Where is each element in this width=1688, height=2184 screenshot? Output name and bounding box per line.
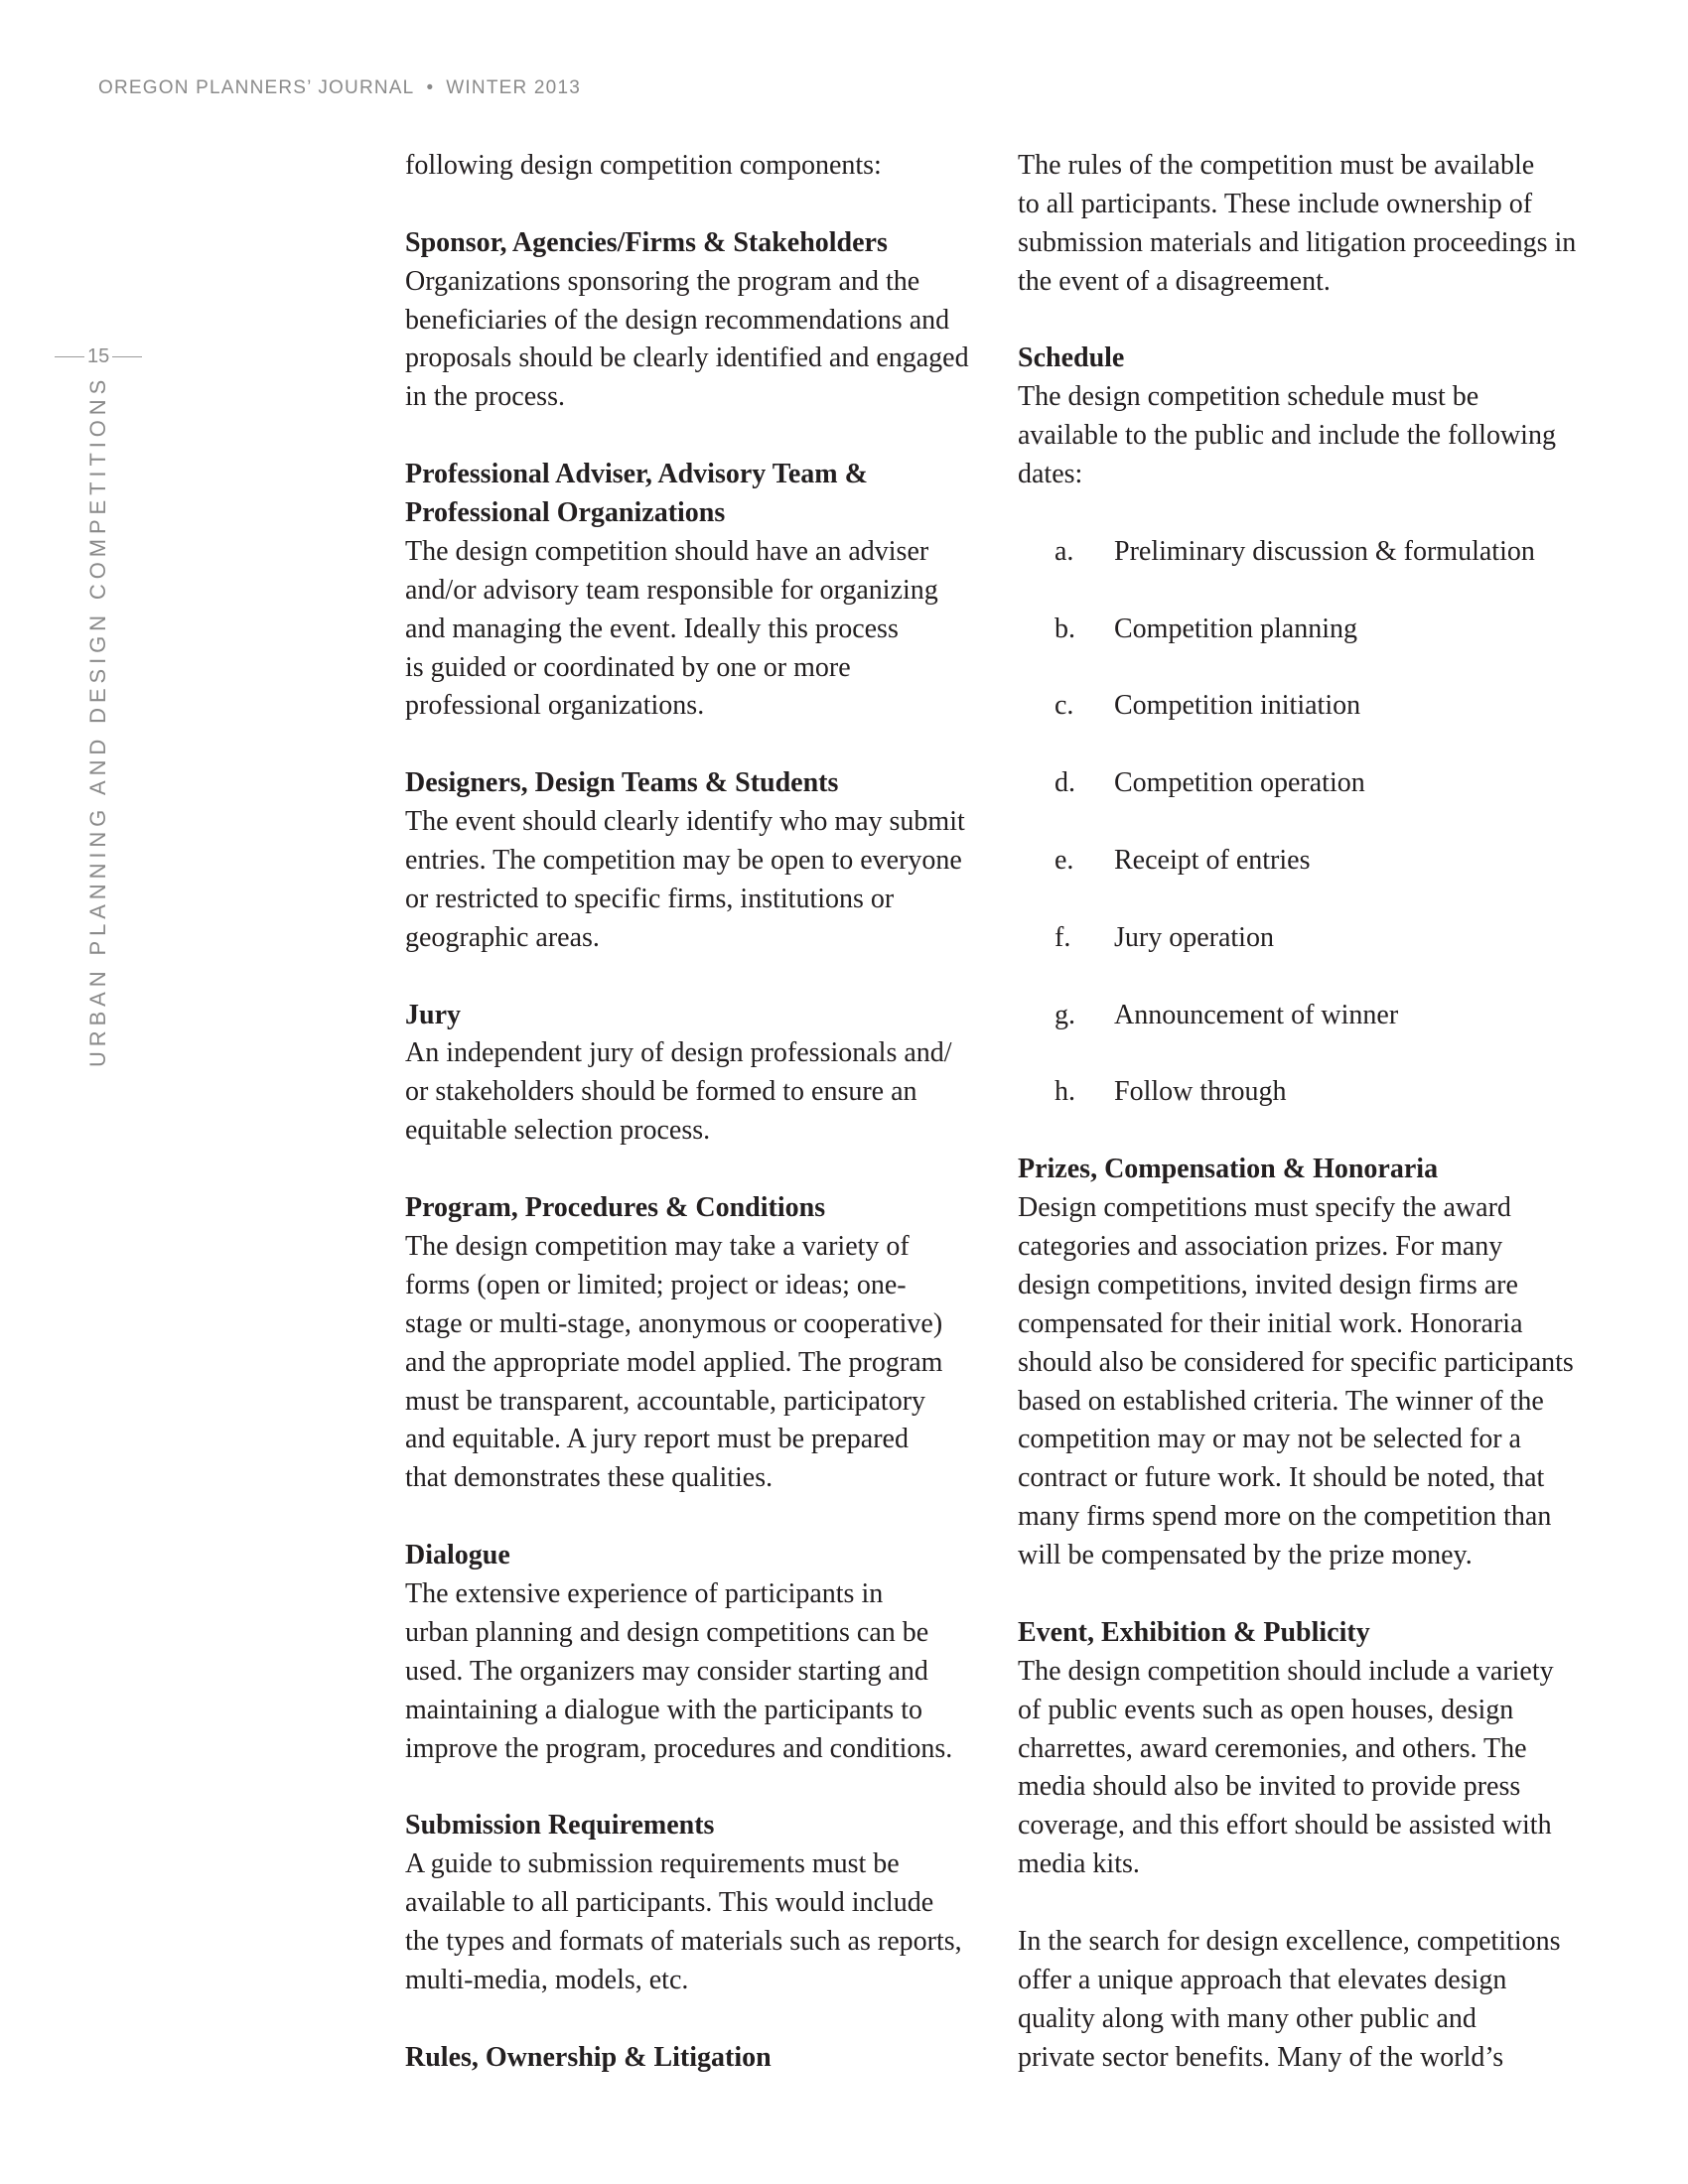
body-line: Design competitions must specify the award [1018,1192,1511,1224]
list-item-text: Competition operation [1114,767,1365,799]
schedule-list-item [1018,842,1614,881]
page-number-value: 15 [87,345,110,367]
body-line: urban planning and design competitions can be [405,1616,929,1648]
section-heading: Jury [405,999,461,1030]
paragraph-gap [405,417,1001,456]
body-line: media should also be invited to provide press [1018,1771,1521,1803]
list-item-text: Competition planning [1114,613,1357,644]
schedule-list-item [1018,764,1614,803]
paragraph-gap [1018,649,1614,688]
paragraph-gap [405,2000,1001,2039]
list-marker: h. [1055,1076,1075,1108]
list-item-text: Announcement of winner [1114,999,1399,1030]
schedule-list-item [1018,1073,1614,1112]
body-line: categories and association prizes. For many [1018,1230,1503,1262]
body-line: and the appropriate model applied. The program [405,1346,943,1378]
body-line: In the search for design excellence, competitions [1018,1925,1561,1957]
paragraph-gap [1018,1112,1614,1151]
body-line: dates: [1018,459,1083,490]
body-line: available to all participants. This would include [405,1887,934,1919]
section-heading: Professional Adviser, Advisory Team & [405,459,868,490]
page-number [55,345,142,368]
paragraph-gap [405,958,1001,997]
list-item-text: Follow through [1114,1076,1287,1108]
body-line: proposals should be clearly identified and engaged [405,342,969,374]
body-line: The design competition schedule must be [1018,381,1479,413]
paragraph-gap [1018,1034,1614,1073]
body-line: competition may or may not be selected for a [1018,1424,1521,1455]
body-line: media kits. [1018,1848,1140,1880]
body-line: in the process. [405,381,565,413]
section-heading: Prizes, Compensation & Honoraria [1018,1154,1439,1185]
body-line: many firms spend more on the competition than [1018,1501,1552,1533]
paragraph-gap [405,1768,1001,1807]
body-line: The design competition may take a variety of [405,1230,910,1262]
body-line: contract or future work. It should be noted, that [1018,1462,1545,1494]
body-line: should also be considered for specific participants [1018,1346,1574,1378]
body-line: must be transparent, accountable, participatory [405,1385,926,1417]
body-line: quality along with many other public and [1018,2002,1477,2034]
body-line: or stakeholders should be formed to ensure an [405,1076,917,1108]
paragraph-gap [405,1498,1001,1537]
body-line: improve the program, procedures and conditions. [405,1732,953,1764]
paragraph-gap [405,726,1001,764]
section-heading: Program, Procedures & Conditions [405,1192,826,1224]
body-line: design competitions, invited design firms are [1018,1269,1518,1300]
schedule-list-item [1018,919,1614,958]
list-marker: d. [1055,767,1075,799]
section-heading: Designers, Design Teams & Students [405,767,839,799]
body-line: used. The organizers may consider starting and [405,1655,928,1687]
paragraph-gap [405,186,1001,224]
body-line: An independent jury of design professionals and/ [405,1037,952,1069]
list-item-text: Preliminary discussion & formulation [1114,535,1535,567]
body-line: and/or advisory team responsible for organizing [405,574,938,606]
body-line: or restricted to specific firms, institutions or [405,883,895,914]
list-marker: e. [1055,845,1074,877]
page-number-rule-left [55,356,84,357]
header-separator: • [426,77,435,98]
body-line: the types and formats of materials such as reports, [405,1925,962,1957]
body-line: based on established criteria. The winner of the [1018,1385,1544,1417]
paragraph-gap [1018,1884,1614,1923]
schedule-list-item [1018,687,1614,726]
body-line: and equitable. A jury report must be prepared [405,1424,909,1455]
body-line: forms (open or limited; project or ideas; one- [405,1269,907,1300]
schedule-list-item [1018,533,1614,572]
body-line: compensated for their initial work. Honoraria [1018,1307,1523,1339]
body-line: the event of a disagreement. [1018,265,1331,297]
body-line: will be compensated by the prize money. [1018,1540,1473,1571]
section-heading: Event, Exhibition & Publicity [1018,1616,1370,1648]
body-line: The rules of the competition must be available [1018,150,1535,181]
body-line: private sector benefits. Many of the world’s [1018,2041,1504,2073]
body-line: and managing the event. Ideally this process [405,613,899,644]
list-item-text: Jury operation [1114,921,1274,953]
schedule-list-item [1018,997,1614,1035]
body-line: The event should clearly identify who may submit [405,806,965,838]
running-head [98,77,581,99]
paragraph-gap [1018,494,1614,533]
body-line: The design competition should include a variety [1018,1655,1554,1687]
list-marker: c. [1055,690,1074,722]
section-heading: Sponsor, Agencies/Firms & Stakeholders [405,226,888,258]
body-line: professional organizations. [405,690,705,722]
body-line: A guide to submission requirements must be [405,1848,900,1880]
paragraph-gap [1018,302,1614,341]
list-marker: b. [1055,613,1075,644]
body-line: geographic areas. [405,921,600,953]
right-text-column [1018,147,1614,2078]
body-line: that demonstrates these qualities. [405,1462,774,1494]
body-line: following design competition components: [405,150,882,181]
body-line: submission materials and litigation proceedings in [1018,226,1577,258]
paragraph-gap [1018,803,1614,842]
list-item-text: Competition initiation [1114,690,1361,722]
section-heading: Rules, Ownership & Litigation [405,2041,772,2073]
body-line: offer a unique approach that elevates design [1018,1964,1507,1995]
body-line: is guided or coordinated by one or more [405,651,851,683]
paragraph-gap [1018,572,1614,611]
side-section-title: URBAN PLANNING AND DESIGN COMPETITIONS [85,374,110,1067]
body-line: of public events such as open houses, design [1018,1694,1514,1725]
paragraph-gap [1018,958,1614,997]
section-heading: Submission Requirements [405,1810,715,1842]
body-line: stage or multi-stage, anonymous or cooperative) [405,1307,943,1339]
list-marker: f. [1055,921,1071,953]
body-line: to all participants. These include ownership of [1018,188,1533,219]
page-number-rule-right [112,356,142,357]
body-line: Organizations sponsoring the program and the [405,265,920,297]
issue-date: WINTER 2013 [446,77,581,98]
body-line: The design competition should have an adviser [405,535,929,567]
body-line: The extensive experience of participants in [405,1577,884,1609]
paragraph-gap [405,1151,1001,1189]
section-heading: Schedule [1018,342,1125,374]
list-marker: a. [1055,535,1074,567]
body-line: charrettes, award ceremonies, and others. The [1018,1732,1527,1764]
paragraph-gap [1018,881,1614,919]
body-line: equitable selection process. [405,1115,711,1147]
list-marker: g. [1055,999,1075,1030]
body-line: beneficiaries of the design recommendations and [405,304,950,336]
body-line: maintaining a dialogue with the participants to [405,1694,922,1725]
body-line: multi-media, models, etc. [405,1964,689,1995]
list-item-text: Receipt of entries [1114,845,1311,877]
section-heading: Dialogue [405,1540,510,1571]
body-line: entries. The competition may be open to everyone [405,845,962,877]
paragraph-gap [1018,1575,1614,1614]
paragraph-gap [1018,726,1614,764]
body-line: coverage, and this effort should be assisted with [1018,1810,1552,1842]
body-line: available to the public and include the following [1018,420,1556,452]
section-heading: Professional Organizations [405,497,726,529]
left-text-column [405,147,1001,2078]
journal-title: OREGON PLANNERS’ JOURNAL [98,77,415,98]
schedule-list-item [1018,611,1614,649]
